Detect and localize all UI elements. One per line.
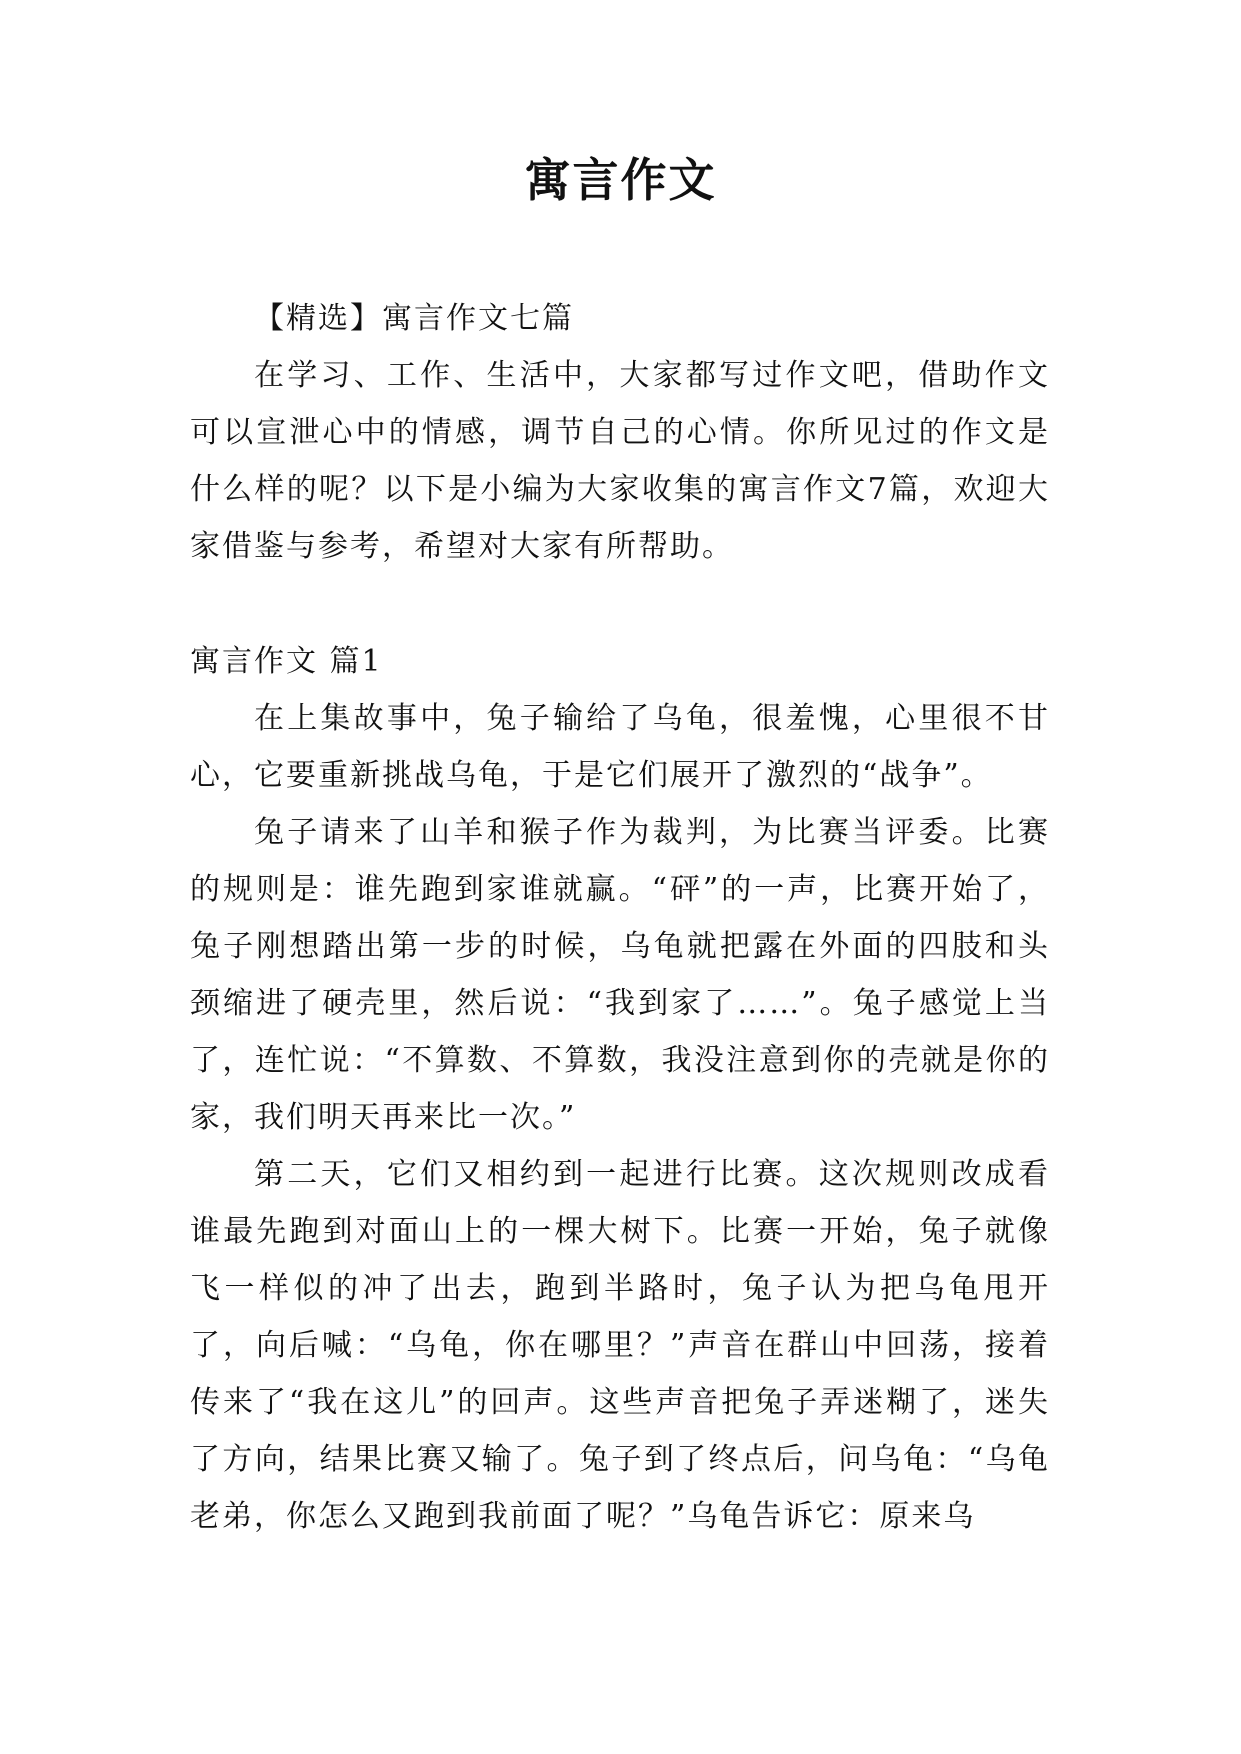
document-subtitle: 【精选】寓言作文七篇: [254, 301, 574, 336]
document-title: 寓言作文: [524, 153, 717, 207]
section-heading: 寓言作文 篇1: [190, 644, 383, 679]
story-paragraph-3: 第二天，它们又相约到一起进行比赛。这次规则改成看谁最先跑到对面山上的一棵大树下。比赛一开始，兔子就像飞一样似的冲了出去，跑到半路时，兔子认为把乌龟甩开了，向后喊：“乌龟，你在哪里？”声音在群山中回荡，接着传来了“我在这儿”的回声。这些声音把兔子弄迷糊了，迷失了方向，结果比赛又输了。兔子到了终点后，问乌龟：“乌龟老弟，你怎么又跑到我前面了呢？”乌龟告诉它：原来乌: [190, 1157, 1050, 1534]
document-body: [190, 290, 1050, 1545]
story-paragraph-1: 在上集故事中，兔子输给了乌龟，很羞愧，心里很不甘心，它要重新挑战乌龟，于是它们展开了激烈的“战争”。: [190, 701, 1050, 793]
story-paragraph-2: 兔子请来了山羊和猴子作为裁判，为比赛当评委。比赛的规则是：谁先跑到家谁就赢。“砰”的一声，比赛开始了，兔子刚想踏出第一步的时候，乌龟就把露在外面的四肢和头颈缩进了硬壳里，然后说：“我到家了……”。兔子感觉上当了，连忙说：“不算数、不算数，我没注意到你的壳就是你的家，我们明天再来比一次。”: [190, 815, 1050, 1135]
intro-paragraph: 在学习、工作、生活中，大家都写过作文吧，借助作文可以宣泄心中的情感，调节自己的心情。你所见过的作文是什么样的呢？以下是小编为大家收集的寓言作文7篇，欢迎大家借鉴与参考，希望对大家有所帮助。: [190, 358, 1050, 564]
